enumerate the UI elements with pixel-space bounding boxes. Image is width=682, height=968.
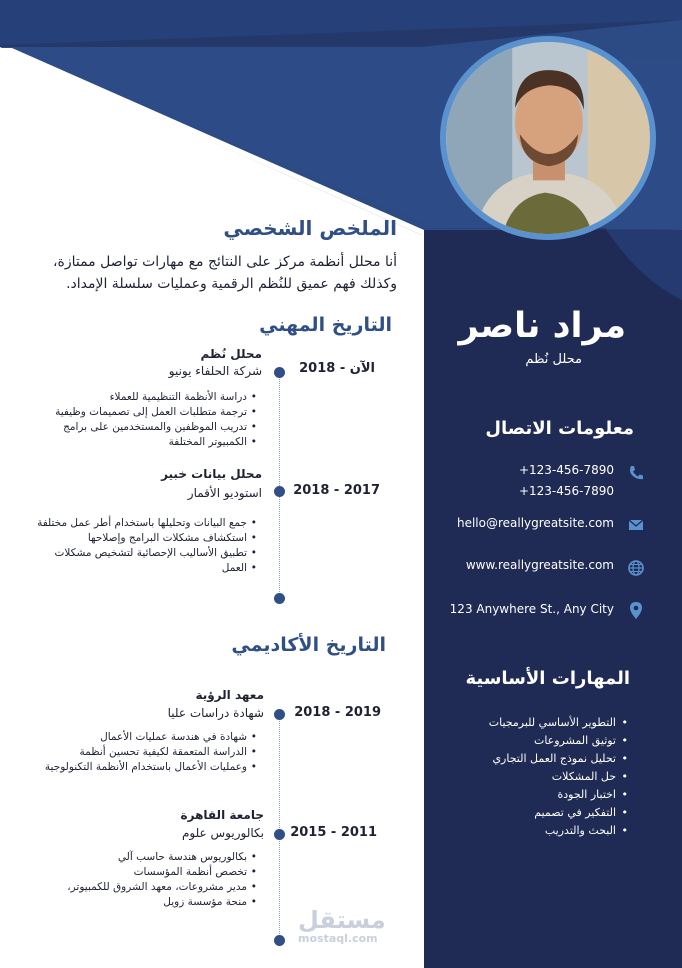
website-link[interactable]: www.reallygreatsite.com xyxy=(465,558,614,572)
contact-title: معلومات الاتصال xyxy=(485,418,634,439)
bullet-item: • تخصص أنظمة المؤسسات xyxy=(27,865,257,880)
timeline-dot xyxy=(274,709,285,720)
skill-item: • التطوير الأساسي للبرمجيات xyxy=(428,714,628,732)
bullet-item: • تدريب الموظفين والمستخدمين على برامج xyxy=(37,420,257,435)
skill-item: • التفكير في تصميم xyxy=(428,804,628,822)
email-icon xyxy=(626,515,646,535)
education-timeline-line xyxy=(279,714,280,940)
bullet-item: • تطبيق الأساليب الإحصائية لتشخيص مشكلات xyxy=(32,546,257,561)
timeline-dot xyxy=(274,593,285,604)
timeline-dot xyxy=(274,829,285,840)
location-pin-icon xyxy=(626,600,646,620)
profile-photo xyxy=(440,36,656,240)
globe-icon xyxy=(626,558,646,578)
bullet-item-continued: • العمل xyxy=(32,561,257,576)
phone-2[interactable]: +123-456-7890 xyxy=(518,484,614,498)
phone-icon xyxy=(626,463,646,483)
watermark-arabic: مستقل xyxy=(298,906,386,934)
summary-line-1: أنا محلل أنظمة مركز على النتائج مع مهارات تواصل ممتازة، xyxy=(52,254,397,270)
job-2-title: محلل بيانات خبير xyxy=(161,467,262,481)
job-2-years: 2018 - 2017 xyxy=(293,483,380,498)
address-text: 123 Anywhere St., Any City xyxy=(449,602,614,616)
school-2-bullets xyxy=(27,850,257,910)
profile-role: محلل نُظم xyxy=(525,352,582,367)
school-1-title: معهد الرؤية xyxy=(195,688,264,702)
person-illustration xyxy=(446,42,650,234)
bullet-item: • استكشاف مشكلات البرامج وإصلاحها xyxy=(32,531,257,546)
summary-text xyxy=(37,251,397,295)
job-1-title: محلل نُظم xyxy=(200,347,262,361)
school-2-org: بكالوريوس علوم xyxy=(181,826,264,840)
bullet-item: • ترجمة متطلبات العمل إلى تصميمات وظيفية xyxy=(37,405,257,420)
phone-1[interactable]: +123-456-7890 xyxy=(518,463,614,477)
summary-title: الملخص الشخصي xyxy=(223,216,397,240)
skill-item: • حل المشكلات xyxy=(428,768,628,786)
job-1-bullets xyxy=(37,390,257,450)
skills-title: المهارات الأساسية xyxy=(465,668,630,689)
profile-name: مراد ناصر xyxy=(458,306,626,346)
bullet-item: • بكالوريوس هندسة حاسب آلي xyxy=(27,850,257,865)
skill-item: • تحليل نموذج العمل التجاري xyxy=(428,750,628,768)
bullet-item-continued: • الكمبيوتر المختلفة xyxy=(37,435,257,450)
job-2-bullets xyxy=(32,516,257,576)
job-2-org: استوديو الأقمار xyxy=(187,486,262,500)
bullet-item: • منحة مؤسسة زويل xyxy=(27,895,257,910)
experience-title: التاريخ المهني xyxy=(259,314,392,336)
summary-line-2: وكذلك فهم عميق للنُظم الرقمية وعمليات سلسلة الإمداد. xyxy=(66,276,397,292)
timeline-dot xyxy=(274,935,285,946)
skill-item: • اختبار الجودة xyxy=(428,786,628,804)
school-1-org: شهادة دراسات عليا xyxy=(167,706,264,720)
bullet-item-continued: • وعمليات الأعمال باستخدام الأنظمة التكنولوجية xyxy=(27,760,257,775)
experience-timeline-line xyxy=(279,372,280,598)
mostaql-watermark xyxy=(298,908,386,945)
bullet-item: • الدراسة المتعمقة لكيفية تحسين أنظمة xyxy=(27,745,257,760)
email-link[interactable]: hello@reallygreatsite.com xyxy=(456,516,614,530)
skill-item: • البحث والتدريب xyxy=(428,822,628,840)
bullet-item: • شهادة في هندسة عمليات الأعمال xyxy=(27,730,257,745)
skill-item: • توثيق المشروعات xyxy=(428,732,628,750)
timeline-dot xyxy=(274,367,285,378)
timeline-dot xyxy=(274,486,285,497)
school-2-title: جامعة القاهرة xyxy=(180,808,264,822)
education-title: التاريخ الأكاديمي xyxy=(231,634,386,656)
school-2-years: 2015 - 2011 xyxy=(290,825,377,840)
watermark-latin: mostaql.com xyxy=(298,932,378,945)
job-1-years: الآن - 2018 xyxy=(299,361,375,376)
bullet-item: • مدير مشروعات، معهد الشروق للكمبيوتر، xyxy=(27,880,257,895)
school-1-years: 2018 - 2019 xyxy=(294,705,381,720)
skills-list xyxy=(428,714,628,840)
bullet-item: • جمع البيانات وتحليلها باستخدام أطر عمل مختلفة xyxy=(32,516,257,531)
school-1-bullets xyxy=(27,730,257,775)
bullet-item: • دراسة الأنظمة التنظيمية للعملاء xyxy=(37,390,257,405)
job-1-org: شركة الحلفاء يونيو xyxy=(168,364,262,378)
